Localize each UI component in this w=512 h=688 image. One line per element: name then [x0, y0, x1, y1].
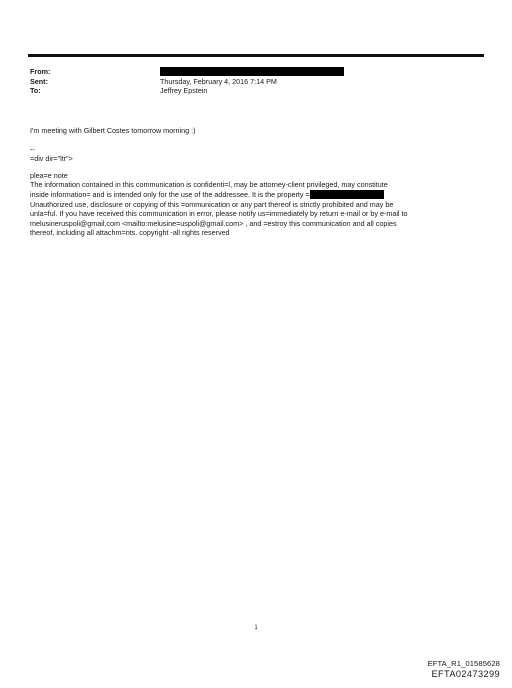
div-tag-line: =div dir="ltr"> — [30, 154, 73, 164]
redaction-box — [310, 190, 384, 199]
note-heading: plea=e note — [30, 170, 68, 180]
bates-footer — [428, 659, 500, 680]
from-value — [160, 67, 344, 77]
sent-value: Thursday, February 4, 2016 7:14 PM — [160, 76, 277, 86]
bates-ref-primary: EFTA_R1_01585628 — [427, 659, 500, 668]
from-row — [30, 67, 344, 77]
email-header — [30, 67, 344, 96]
signature-dash: -- — [30, 144, 35, 154]
header-rule — [28, 54, 484, 57]
from-label: From: — [30, 67, 51, 76]
bates-ref-secondary: EFTA02473299 — [431, 669, 500, 679]
notice-line: The information contained in this communication is confidenti=l, may be attorney-client privileged, may constitute — [30, 180, 388, 190]
notice-line: melusineruspoli@gmail.com <mailto:melusine=uspoli@gmail.com> , and =estroy this communication and all copies — [30, 218, 397, 228]
notice-line: thereof, including all attachm=nts. copyright -all rights reserved — [30, 228, 230, 238]
email-body — [30, 126, 490, 238]
notice-line: Unauthorized use, disclosure or copying of this =ommunication or any part thereof is strictly prohibited and may be — [30, 199, 394, 209]
to-row — [30, 86, 344, 96]
notice-line — [30, 190, 490, 200]
to-value: Jeffrey Epstein — [160, 86, 208, 96]
sent-row — [30, 77, 344, 87]
notice-line: unla=ful. If you have received this communication in error, please notify us=immediately by return e-mail or by e-mail to — [30, 209, 408, 219]
to-label: To: — [30, 86, 41, 96]
sent-label: Sent: — [30, 76, 48, 86]
page-number: 1 — [254, 625, 258, 631]
redaction-box — [160, 67, 344, 76]
notice-line-text: inside information= and is intended only for the use of the addressee. It is the property = — [30, 189, 310, 199]
message-line: I'm meeting with Gilbert Costes tomorrow morning :) — [30, 126, 196, 135]
